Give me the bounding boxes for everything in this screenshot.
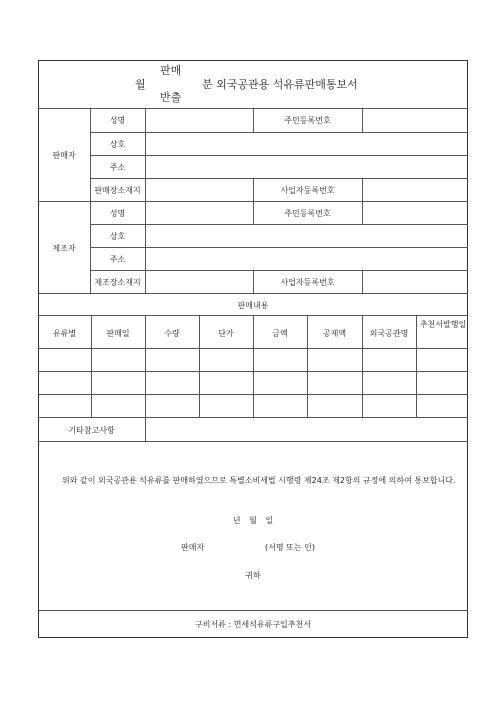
- addressee-label: 귀하: [245, 571, 261, 580]
- title-month-label: 월: [135, 78, 146, 91]
- divider: [38, 293, 468, 294]
- column-header-unit-price: 단가: [218, 329, 234, 338]
- divider: [38, 441, 468, 442]
- seller-business-no-field[interactable]: [363, 179, 467, 200]
- manufacturer-trade-name-label: 상호: [109, 232, 126, 241]
- date-line: 년 월 일: [232, 516, 274, 525]
- sales-section-label: 판매내용: [237, 301, 269, 310]
- divider: [90, 108, 91, 293]
- signature-or-seal-label: (서명 또는 인): [265, 543, 315, 552]
- column-header-amount: 금액: [272, 329, 288, 338]
- manufacturer-business-no-field[interactable]: [363, 271, 467, 292]
- seller-business-no-label: 사업자등록번호: [280, 186, 335, 195]
- statement-text: 위와 같이 외국공관용 석유류를 판매하였으므로 특별소비세법 시행령 제24조 제2항의 규정에 의하여 통보합니다.: [62, 476, 456, 485]
- table-row[interactable]: [39, 372, 467, 393]
- column-header-recommendation-date: 추천서발행일: [419, 320, 467, 329]
- column-header-mission-name: 외국공관명: [369, 329, 409, 338]
- seller-location-field[interactable]: [146, 179, 252, 200]
- other-notes-field[interactable]: [146, 418, 467, 440]
- title-option-release: 반출: [160, 91, 182, 104]
- seller-location-label: 판매장소재지: [94, 186, 141, 195]
- seller-name-field[interactable]: [146, 109, 252, 131]
- manufacturer-resident-no-field[interactable]: [363, 202, 467, 223]
- column-header-deduction: 공제액: [322, 329, 347, 338]
- column-header-sale-date: 판매일: [106, 329, 130, 338]
- seller-trade-name-label: 상호: [109, 140, 126, 149]
- manufacturer-name-field[interactable]: [146, 202, 252, 223]
- manufacturer-trade-name-field[interactable]: [146, 225, 467, 246]
- seller-signature-field[interactable]: [215, 538, 263, 554]
- manufacturer-address-label: 주소: [109, 255, 126, 264]
- other-notes-label: 기타참고사항: [68, 426, 115, 435]
- seller-address-field[interactable]: [146, 156, 467, 177]
- table-row[interactable]: [39, 349, 467, 370]
- table-row[interactable]: [39, 395, 467, 416]
- manufacturer-name-label: 성명: [109, 209, 126, 218]
- title-option-sale: 판매: [160, 64, 182, 77]
- seller-address-label: 주소: [109, 163, 126, 172]
- manufacturer-resident-no-label: 주민등록번호: [284, 209, 331, 218]
- seller-section-label: 판매자: [52, 151, 76, 160]
- column-header-oil-type: 유류별: [52, 329, 77, 338]
- manufacturer-business-no-label: 사업자등록번호: [280, 278, 335, 287]
- seller-resident-no-field[interactable]: [363, 109, 467, 131]
- form-title: 분 외국공관용 석유류판매통보서: [202, 78, 358, 91]
- seller-resident-no-label: 주민등록번호: [284, 116, 331, 125]
- manufacturer-section-label: 제조자: [52, 244, 76, 253]
- manufacturer-location-label: 제조장소재지: [94, 278, 141, 287]
- seller-name-label: 성명: [109, 116, 126, 125]
- column-header-quantity: 수량: [164, 329, 180, 338]
- divider: [38, 610, 468, 611]
- seller-trade-name-field[interactable]: [146, 133, 467, 154]
- manufacturer-location-field[interactable]: [146, 271, 252, 292]
- manufacturer-address-field[interactable]: [146, 248, 467, 269]
- attachments-note: 구비서류 : 면세석유류구입추천서: [195, 620, 311, 629]
- seller-signature-label: 판매자: [181, 543, 205, 552]
